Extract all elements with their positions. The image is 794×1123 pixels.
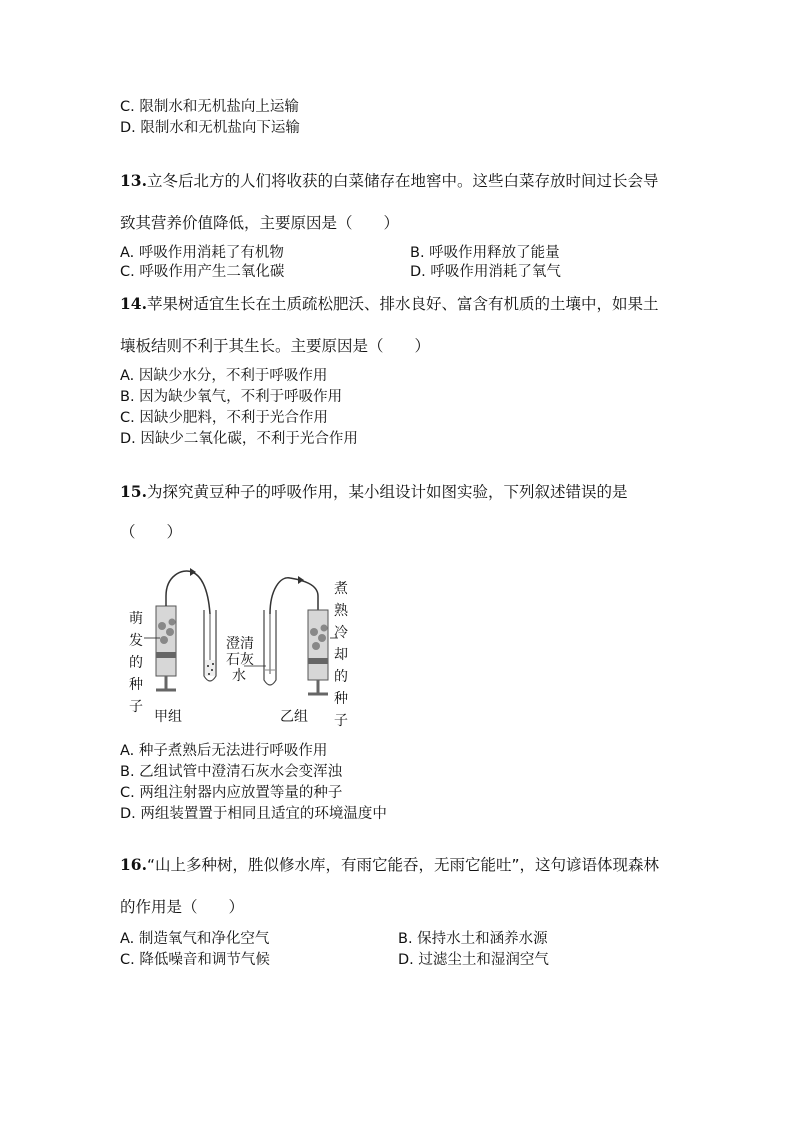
left-label-char-2: 发	[129, 633, 143, 649]
left-label-char-1: 萌	[129, 611, 143, 627]
q16-stem-line2: 的作用是（ ）	[120, 898, 245, 916]
q15-option-a: A. 种子煮熟后无法进行呼吸作用	[120, 743, 328, 759]
middle-label-line-2: 石灰	[226, 652, 254, 668]
q13-stem-line2: 致其营养价值降低，主要原因是（ ）	[120, 214, 400, 232]
right-label-char-2: 熟	[334, 603, 348, 619]
q15-stem-line2: （ ）	[120, 523, 183, 541]
q14-option-d: D. 因缺少二氧化碳，不利于光合作用	[120, 431, 358, 447]
q14-number: 14.	[120, 294, 147, 313]
q14-stem-line1	[120, 293, 658, 315]
q15-option-b: B. 乙组试管中澄清石灰水会变浑浊	[120, 764, 343, 780]
q14-option-c: C. 因缺少肥料，不利于光合作用	[120, 410, 328, 426]
experiment-figure	[120, 566, 360, 730]
group-a-label: 甲组	[154, 709, 182, 725]
q16-number: 16.	[120, 855, 147, 874]
q13-option-d: D. 呼吸作用消耗了氧气	[410, 264, 561, 280]
q14-option-a: A. 因缺少水分，不利于呼吸作用	[120, 368, 328, 384]
q16-option-d: D. 过滤尘土和湿润空气	[398, 952, 549, 968]
q13-number: 13.	[120, 171, 147, 190]
q13-option-b: B. 呼吸作用释放了能量	[410, 245, 560, 261]
q16-stem-text: “山上多种树，胜似修水库，有雨它能吞，无雨它能吐”，这句谚语体现森林	[146, 856, 660, 874]
q15-option-c: C. 两组注射器内应放置等量的种子	[120, 785, 343, 801]
right-label-char-1: 煮	[334, 581, 348, 597]
q14-stem-text: 苹果树适宜生长在土质疏松肥沃、排水良好、富含有机质的土壤中，如果土	[146, 295, 659, 313]
q13-stem-line1	[120, 170, 658, 192]
q15-option-d: D. 两组装置置于相同且适宜的环境温度中	[120, 806, 387, 822]
q12-option-c: C. 限制水和无机盐向上运输	[120, 99, 299, 115]
right-label-char-3: 冷	[334, 625, 348, 641]
right-label-char-4: 却	[334, 647, 348, 663]
right-label-char-6: 种	[334, 691, 348, 707]
experiment-diagram	[120, 566, 360, 730]
left-test-tube	[204, 610, 216, 681]
right-syringe	[308, 596, 328, 694]
q12-option-d: D. 限制水和无机盐向下运输	[120, 120, 300, 136]
q13-option-a: A. 呼吸作用消耗了有机物	[120, 245, 284, 261]
q16-option-b: B. 保持水土和涵养水源	[398, 931, 548, 947]
left-label-char-4: 种	[129, 677, 143, 693]
q14-stem-line2: 壤板结则不利于其生长。主要原因是（ ）	[120, 337, 431, 355]
right-label-char-5: 的	[334, 669, 348, 685]
q16-option-c: C. 降低噪音和调节气候	[120, 952, 270, 968]
q15-number: 15.	[120, 482, 147, 501]
q14-option-b: B. 因为缺少氧气，不利于呼吸作用	[120, 389, 343, 405]
q13-option-c: C. 呼吸作用产生二氧化碳	[120, 264, 285, 280]
middle-label-line-1: 澄清	[226, 636, 254, 652]
q16-stem-line1	[120, 854, 659, 876]
q13-stem-text: 立冬后北方的人们将收获的白菜储存在地窖中。这些白菜存放时间过长会导	[146, 172, 659, 190]
left-label-char-5: 子	[129, 699, 143, 715]
middle-label-line-3: 水	[232, 668, 246, 684]
left-label-char-3: 的	[129, 655, 143, 671]
right-label-char-7: 子	[334, 713, 348, 729]
left-syringe	[156, 568, 210, 690]
q16-option-a: A. 制造氧气和净化空气	[120, 931, 270, 947]
q15-stem-line1	[120, 481, 627, 503]
group-b-label: 乙组	[280, 709, 308, 725]
q15-stem-text: 为探究黄豆种子的呼吸作用，某小组设计如图实验，下列叙述错误的是	[146, 483, 628, 501]
